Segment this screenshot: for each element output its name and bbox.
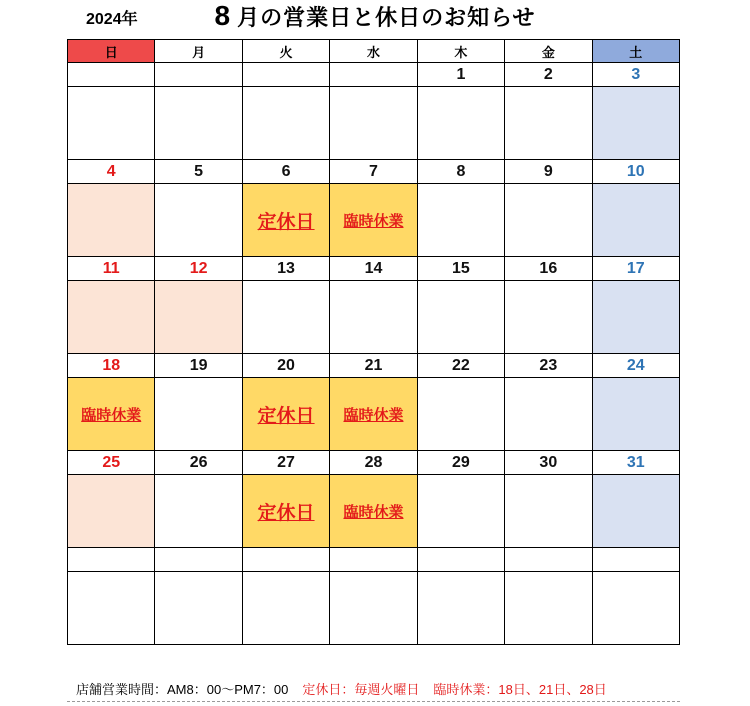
date-cell: 21 — [330, 354, 417, 378]
weekday-tue: 火 — [242, 40, 329, 63]
date-cell: 16 — [505, 257, 592, 281]
temporary-closed-note: 臨時休業：18日、21日、28日 — [433, 682, 607, 697]
store-hours: 店舗営業時間：AM8：00〜PM7：00 — [76, 682, 289, 697]
day-body — [417, 281, 504, 354]
temporary-closed-label: 臨時休業 — [343, 212, 404, 230]
week-5-body — [68, 475, 680, 548]
date-cell — [330, 548, 417, 572]
week-2-body — [68, 184, 680, 257]
day-body — [592, 281, 679, 354]
day-body — [417, 475, 504, 548]
day-body — [505, 87, 592, 160]
date-cell: 12 — [155, 257, 242, 281]
date-cell: 8 — [417, 160, 504, 184]
date-cell — [417, 548, 504, 572]
date-cell: 29 — [417, 451, 504, 475]
day-body — [592, 184, 679, 257]
day-body — [330, 281, 417, 354]
week-1-dates — [68, 63, 680, 87]
week-2-dates — [68, 160, 680, 184]
footer-note — [76, 679, 607, 698]
date-cell — [155, 548, 242, 572]
week-4-body — [68, 378, 680, 451]
date-cell: 13 — [242, 257, 329, 281]
date-cell — [330, 63, 417, 87]
date-cell: 24 — [592, 354, 679, 378]
day-body — [68, 281, 155, 354]
date-cell: 14 — [330, 257, 417, 281]
weekday-fri: 金 — [505, 40, 592, 63]
date-cell: 15 — [417, 257, 504, 281]
day-body — [155, 475, 242, 548]
date-cell: 22 — [417, 354, 504, 378]
year-label: 2024年 — [86, 11, 138, 28]
week-6-body — [68, 572, 680, 645]
date-cell: 31 — [592, 451, 679, 475]
page-title — [0, 0, 750, 32]
day-body — [592, 475, 679, 548]
day-body — [592, 378, 679, 451]
temporary-closed-label: 臨時休業 — [81, 406, 142, 424]
day-body — [242, 378, 329, 451]
day-body — [242, 184, 329, 257]
date-cell — [68, 548, 155, 572]
day-body — [505, 475, 592, 548]
day-body — [330, 184, 417, 257]
date-cell: 11 — [68, 257, 155, 281]
date-cell: 26 — [155, 451, 242, 475]
date-cell: 2 — [505, 63, 592, 87]
regular-closed-label: 定休日 — [257, 502, 315, 524]
date-cell — [242, 548, 329, 572]
day-body — [505, 378, 592, 451]
week-3-body — [68, 281, 680, 354]
day-body — [242, 572, 329, 645]
date-cell: 7 — [330, 160, 417, 184]
week-5-dates — [68, 451, 680, 475]
day-body — [330, 572, 417, 645]
day-body — [592, 572, 679, 645]
day-body — [68, 87, 155, 160]
date-cell: 5 — [155, 160, 242, 184]
day-body — [417, 87, 504, 160]
weekday-wed: 水 — [330, 40, 417, 63]
weekday-header-row — [68, 40, 680, 63]
day-body — [68, 184, 155, 257]
temporary-closed-label: 臨時休業 — [343, 406, 404, 424]
day-body — [155, 87, 242, 160]
day-body — [242, 281, 329, 354]
day-body — [330, 378, 417, 451]
date-cell: 18 — [68, 354, 155, 378]
day-body — [242, 475, 329, 548]
weekday-sun: 日 — [68, 40, 155, 63]
date-cell: 30 — [505, 451, 592, 475]
day-body — [155, 572, 242, 645]
day-body — [592, 87, 679, 160]
date-cell: 3 — [592, 63, 679, 87]
weekday-sat: 土 — [592, 40, 679, 63]
day-body — [505, 184, 592, 257]
day-body — [68, 378, 155, 451]
date-cell: 6 — [242, 160, 329, 184]
week-1-body — [68, 87, 680, 160]
calendar — [67, 39, 680, 673]
date-cell: 17 — [592, 257, 679, 281]
date-cell: 28 — [330, 451, 417, 475]
divider — [67, 701, 680, 702]
day-body — [505, 281, 592, 354]
day-body — [330, 87, 417, 160]
day-body — [417, 572, 504, 645]
regular-closed-label: 定休日 — [257, 405, 315, 427]
day-body — [155, 281, 242, 354]
regular-closed-note: 定休日：毎週火曜日 — [302, 682, 420, 697]
weekday-mon: 月 — [155, 40, 242, 63]
date-cell: 23 — [505, 354, 592, 378]
calendar-grid — [67, 39, 680, 645]
day-body — [417, 378, 504, 451]
weekday-thu: 木 — [417, 40, 504, 63]
day-body — [68, 572, 155, 645]
date-cell: 10 — [592, 160, 679, 184]
day-body — [68, 475, 155, 548]
day-body — [155, 184, 242, 257]
day-body — [242, 87, 329, 160]
date-cell: 27 — [242, 451, 329, 475]
date-cell: 4 — [68, 160, 155, 184]
date-cell: 19 — [155, 354, 242, 378]
month-number: 8 — [214, 0, 232, 31]
day-body — [155, 378, 242, 451]
date-cell — [242, 63, 329, 87]
day-body — [505, 572, 592, 645]
date-cell — [505, 548, 592, 572]
temporary-closed-label: 臨時休業 — [343, 503, 404, 521]
day-body — [417, 184, 504, 257]
week-6-dates — [68, 548, 680, 572]
date-cell: 20 — [242, 354, 329, 378]
week-4-dates — [68, 354, 680, 378]
week-3-dates — [68, 257, 680, 281]
regular-closed-label: 定休日 — [257, 211, 315, 233]
date-cell — [68, 63, 155, 87]
date-cell — [155, 63, 242, 87]
date-cell: 9 — [505, 160, 592, 184]
date-cell: 1 — [417, 63, 504, 87]
title-text: 月の営業日と休日のお知らせ — [237, 5, 536, 30]
date-cell — [592, 548, 679, 572]
day-body — [330, 475, 417, 548]
date-cell: 25 — [68, 451, 155, 475]
